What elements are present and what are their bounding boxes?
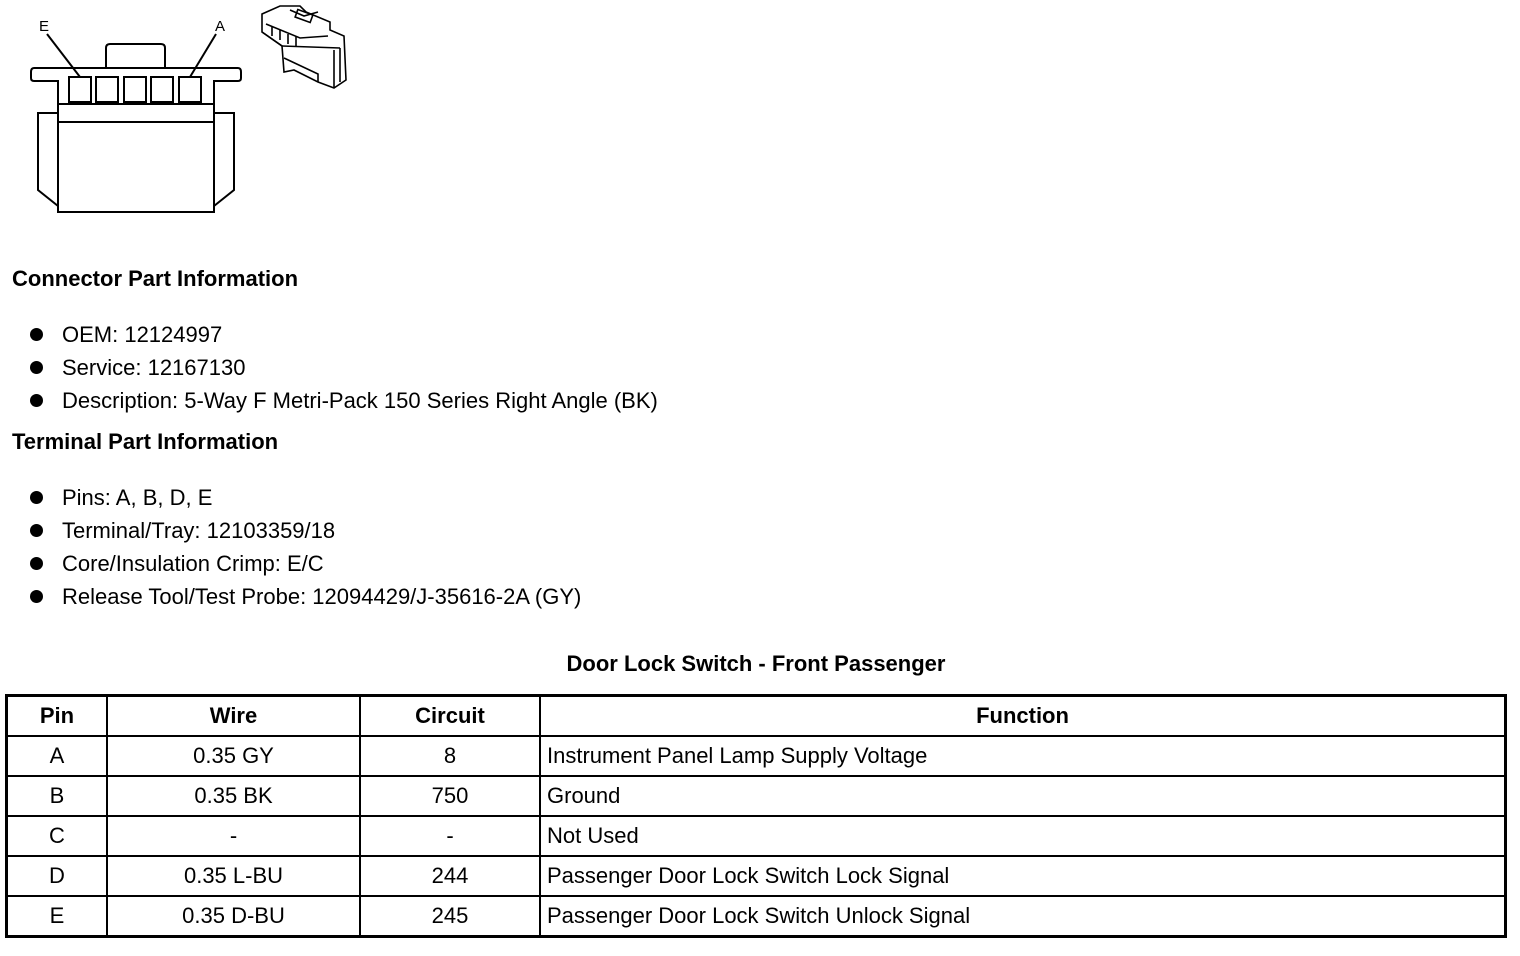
cell-pin: E (7, 896, 108, 937)
bullet-icon (30, 361, 43, 374)
cell-pin: A (7, 736, 108, 776)
terminal-release-tool: Release Tool/Test Probe: 12094429/J-35616-2A (GY) (62, 584, 582, 609)
bullet-icon (30, 491, 43, 504)
list-item (28, 514, 581, 547)
pin-cavity-a (179, 77, 201, 102)
cell-circuit: 750 (360, 776, 540, 816)
table-row (7, 816, 1506, 856)
list-item (28, 580, 581, 613)
header-function: Function (540, 696, 1506, 737)
terminal-info-heading: Terminal Part Information (12, 429, 279, 454)
pinout-table (5, 694, 1507, 938)
cell-function: Passenger Door Lock Switch Unlock Signal (540, 896, 1506, 937)
pin-cavity-e (69, 77, 91, 102)
cell-function: Not Used (540, 816, 1506, 856)
cell-wire: 0.35 L-BU (107, 856, 360, 896)
table-row (7, 856, 1506, 896)
cell-wire: 0.35 GY (107, 736, 360, 776)
terminal-crimp: Core/Insulation Crimp: E/C (62, 551, 324, 576)
connector-latch (106, 44, 165, 68)
table-row (7, 896, 1506, 937)
pin-cavity-c (124, 77, 146, 102)
bullet-icon (30, 590, 43, 603)
leader-line-a (190, 34, 216, 77)
header-wire: Wire (107, 696, 360, 737)
cell-circuit: 244 (360, 856, 540, 896)
pin-cavity-d (96, 77, 118, 102)
bullet-icon (30, 524, 43, 537)
table-row (7, 776, 1506, 816)
connector-right-flange (214, 113, 234, 206)
pin-label-e: E (39, 18, 50, 35)
table-row (7, 736, 1506, 776)
cell-wire: 0.35 BK (107, 776, 360, 816)
cell-wire: - (107, 816, 360, 856)
cell-pin: C (7, 816, 108, 856)
cell-function: Instrument Panel Lamp Supply Voltage (540, 736, 1506, 776)
leader-line-e (47, 34, 80, 77)
connector-info-heading: Connector Part Information (12, 266, 299, 291)
bullet-icon (30, 328, 43, 341)
cell-wire: 0.35 D-BU (107, 896, 360, 937)
list-item (28, 318, 658, 351)
header-circuit: Circuit (360, 696, 540, 737)
pin-cavity-b (151, 77, 173, 102)
terminal-info-list (28, 481, 581, 613)
list-item (28, 351, 658, 384)
connector-iso-view (262, 6, 346, 88)
connector-body (58, 104, 214, 212)
cell-function: Ground (540, 776, 1506, 816)
list-item (28, 547, 581, 580)
cell-circuit: 8 (360, 736, 540, 776)
bullet-icon (30, 557, 43, 570)
connector-diagram (0, 0, 380, 230)
bullet-icon (30, 394, 43, 407)
cell-function: Passenger Door Lock Switch Lock Signal (540, 856, 1506, 896)
list-item (28, 481, 581, 514)
cell-circuit: 245 (360, 896, 540, 937)
header-pin: Pin (7, 696, 108, 737)
list-item (28, 384, 658, 417)
terminal-tray: Terminal/Tray: 12103359/18 (62, 518, 336, 543)
table-header-row (7, 696, 1506, 737)
table-title: Door Lock Switch - Front Passenger (566, 651, 946, 676)
connector-info-list (28, 318, 658, 417)
connector-service: Service: 12167130 (62, 355, 246, 380)
cell-pin: D (7, 856, 108, 896)
connector-oem: OEM: 12124997 (62, 322, 223, 347)
pin-label-a: A (215, 18, 226, 35)
terminal-pins: Pins: A, B, D, E (62, 485, 213, 510)
connector-description: Description: 5-Way F Metri-Pack 150 Series Right Angle (BK) (62, 388, 658, 413)
cell-pin: B (7, 776, 108, 816)
cell-circuit: - (360, 816, 540, 856)
connector-left-flange (38, 113, 58, 206)
connector-top-plate (31, 68, 241, 104)
